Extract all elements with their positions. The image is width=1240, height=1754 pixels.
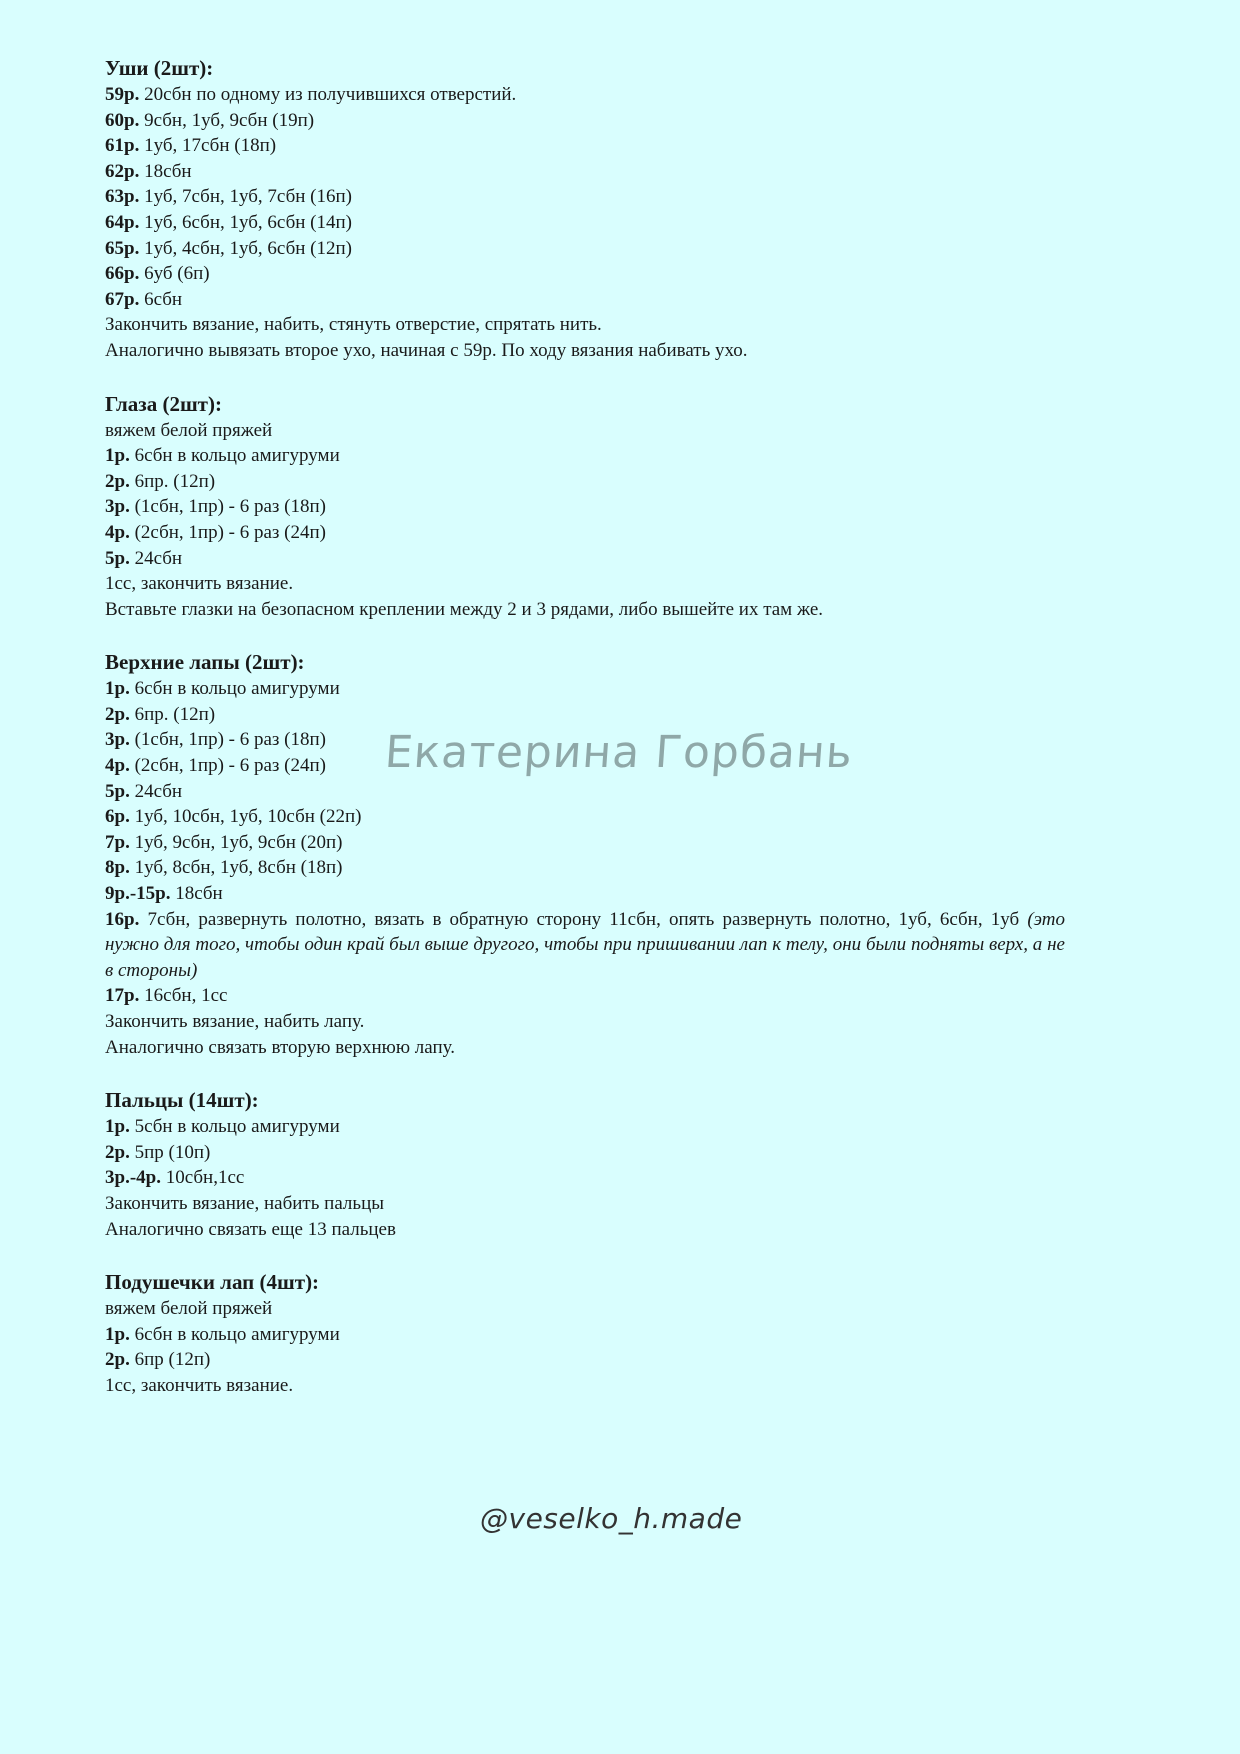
pattern-row [105,108,1065,134]
row-label: 4р. [105,755,130,777]
row-text: (1сбн, 1пр) - 6 раз (18п) [134,496,326,518]
pattern-row [105,546,1065,572]
pattern-row [105,676,1065,702]
instruction-text: вяжем белой пряжей [105,419,273,441]
row-label: 6р. [105,806,130,828]
row-text: (1сбн, 1пр) - 6 раз (18п) [134,729,326,751]
instruction-text: Вставьте глазки на безопасном креплении между 2 и 3 рядами, либо вышейте их там же. [105,598,824,620]
pattern-row [105,1140,1065,1166]
pattern-row [105,494,1065,520]
pattern-row [105,210,1065,236]
instruction-text: 1сс, закончить вязание. [105,1374,294,1396]
section-fingers [105,1087,1065,1242]
row-label: 2р. [105,1141,130,1163]
row-label: 16р. [105,908,140,930]
row-text: 6сбн в кольцо амигуруми [134,678,340,700]
pattern-row [105,443,1065,469]
row-note: (это нужно для того, чтобы один край был выше другого, чтобы при пришивании лап к телу, они были подняты верх, а не в стороны) [105,908,1066,981]
pattern-row [105,907,1065,984]
section-ears [105,55,1065,364]
row-label: 61р. [105,135,140,157]
row-label: 66р. [105,263,140,285]
row-text: 16сбн, 1сс [144,985,228,1007]
row-text: 6сбн в кольцо амигуруми [134,445,340,467]
row-label: 5р. [105,780,130,802]
row-text: 6сбн [144,288,183,310]
section-eyes [105,391,1065,623]
pattern-row [105,983,1065,1009]
row-label: 3р. [105,496,130,518]
row-text: 5пр (10п) [134,1141,211,1163]
row-text: 20сбн по одному из получившихся отверстий. [144,84,517,105]
row-label: 60р. [105,109,140,131]
section-title: Глаза (2шт): [105,391,222,416]
instruction-text: Аналогично вывязать второе ухо, начиная с 59р. По ходу вязания набивать ухо. [105,339,748,361]
row-text: 10сбн,1сс [165,1167,245,1189]
row-label: 1р. [105,1116,130,1138]
row-label: 62р. [105,160,140,182]
row-label: 8р. [105,857,130,879]
row-text: 6пр. (12п) [134,470,216,492]
instruction-text: 1сс, закончить вязание. [105,573,294,595]
row-text: 1уб, 7сбн, 1уб, 7сбн (16п) [144,186,352,208]
row-text: 1уб, 10сбн, 1уб, 10сбн (22п) [134,806,362,828]
pattern-row [105,261,1065,287]
row-text: 6сбн в кольцо амигуруми [134,1323,340,1345]
row-text: 24сбн [134,547,183,569]
row-text: (2сбн, 1пр) - 6 раз (24п) [134,521,326,543]
row-text: 6уб (6п) [144,263,210,285]
pattern-row [105,855,1065,881]
pattern-row [105,1347,1065,1373]
pattern-row [105,1114,1065,1140]
row-label: 3р. [105,729,130,751]
instruction-text: Закончить вязание, набить лапу. [105,1011,365,1032]
pattern-row [105,133,1065,159]
instruction-text: Закончить вязание, набить пальцы [105,1192,384,1214]
instruction-text: вяжем белой пряжей [105,1298,273,1320]
row-label: 1р. [105,1323,130,1345]
row-label: 5р. [105,547,130,569]
instruction-text: Аналогично связать еще 13 пальцев [105,1218,396,1240]
pattern-row [105,830,1065,856]
section-title: Верхние лапы (2шт): [105,650,305,675]
instruction-text: Закончить вязание, набить, стянуть отверстие, спрятать нить. [105,314,602,336]
row-text: 1уб, 9сбн, 1уб, 9сбн (20п) [134,831,343,853]
pattern-row [105,702,1065,728]
row-label: 9р.-15р. [105,883,171,905]
section-upper-paws [105,649,1065,1060]
pattern-row [105,287,1065,313]
author-watermark: Екатерина Горбань [383,727,855,778]
row-label: 63р. [105,186,140,208]
row-text: 18сбн [144,160,192,182]
pattern-row [105,82,1065,108]
row-text: 18сбн [175,883,223,905]
pattern-row [105,236,1065,262]
instruction-text: Аналогично связать вторую верхнюю лапу. [105,1036,455,1058]
row-text: 6пр. (12п) [134,703,216,725]
row-text: 1уб, 17сбн (18п) [144,135,277,157]
row-text: 5сбн в кольцо амигуруми [134,1116,340,1138]
row-label: 2р. [105,470,130,492]
pattern-row [105,159,1065,185]
row-label: 1р. [105,445,130,467]
row-label: 3р.-4р. [105,1167,161,1189]
pattern-row [105,469,1065,495]
row-text: 24сбн [134,780,183,802]
row-text: (2сбн, 1пр) - 6 раз (24п) [134,755,326,777]
pattern-row [105,779,1065,805]
pattern-row [105,804,1065,830]
row-text: 1уб, 4сбн, 1уб, 6сбн (12п) [144,237,352,259]
row-text: 1уб, 6сбн, 1уб, 6сбн (14п) [144,211,352,233]
row-label: 67р. [105,288,140,310]
row-text: 7сбн, развернуть полотно, вязать в обратную сторону 11сбн, опять развернуть полотно, 1уб, 6сбн, 1уб [147,908,1020,930]
row-label: 1р. [105,678,130,700]
row-label: 4р. [105,521,130,543]
pattern-row [105,1165,1065,1191]
pattern-row [105,184,1065,210]
pattern-row [105,520,1065,546]
section-title: Пальцы (14шт): [105,1088,259,1113]
row-label: 64р. [105,211,140,233]
row-label: 65р. [105,237,140,259]
instagram-signature: @veselko_h.made [480,1502,743,1535]
pattern-row [105,1322,1065,1348]
row-label: 17р. [105,985,140,1007]
section-title: Подушечки лап (4шт): [105,1270,320,1295]
row-label: 2р. [105,703,130,725]
section-title: Уши (2шт): [105,56,214,80]
row-text: 9сбн, 1уб, 9сбн (19п) [144,109,315,131]
row-label: 7р. [105,831,130,853]
row-label: 59р. [105,84,140,105]
row-label: 2р. [105,1349,130,1371]
section-paw-pads [105,1269,1065,1398]
row-text: 6пр (12п) [134,1349,211,1371]
pattern-row [105,881,1065,907]
row-text: 1уб, 8сбн, 1уб, 8сбн (18п) [134,857,343,879]
